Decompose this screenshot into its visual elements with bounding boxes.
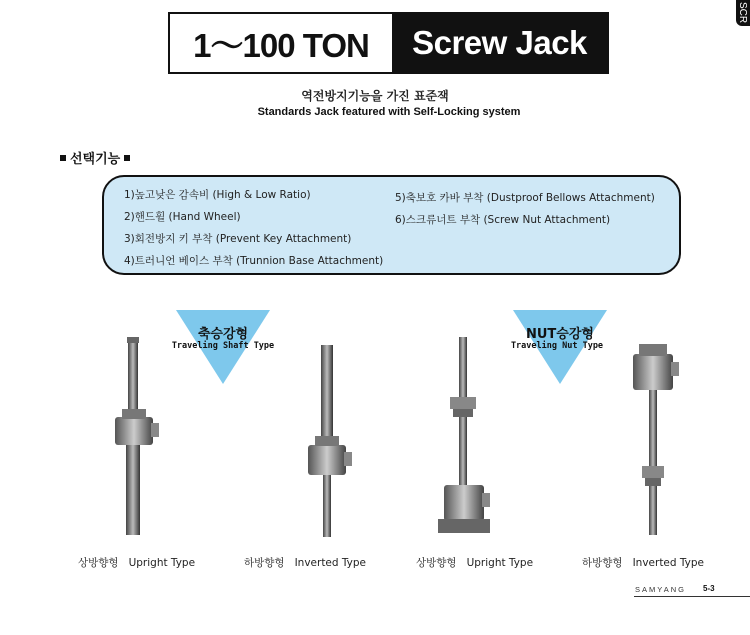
option-item: 5)축보호 카바 부착 (Dustproof Bellows Attachment) bbox=[395, 192, 655, 204]
product-caption bbox=[78, 555, 195, 570]
jack-upright-nut-image bbox=[430, 335, 500, 540]
jack-inverted-nut-image bbox=[625, 338, 690, 538]
section-tab-label: SCR bbox=[737, 2, 748, 24]
product-caption bbox=[582, 555, 704, 570]
jack-inverted-shaft-image bbox=[295, 340, 365, 540]
subtitle-korean: 역전방지기능을 가진 표준잭 bbox=[301, 89, 449, 103]
caption-korean: 상방향형 bbox=[78, 557, 119, 569]
caption-english: Inverted Type bbox=[632, 557, 705, 569]
caption-korean: 하방향형 bbox=[244, 557, 285, 569]
bullet-square-icon bbox=[124, 155, 130, 161]
subtitle-english: Standards Jack featured with Self-Locking system bbox=[257, 106, 521, 118]
option-item: 1)높고낮은 감속비 (High & Low Ratio) bbox=[124, 189, 311, 201]
type-subtitle: Traveling Shaft Type bbox=[171, 341, 275, 351]
type-subtitle: Traveling Nut Type bbox=[510, 341, 604, 351]
options-heading-label: 선택기능 bbox=[70, 152, 121, 167]
options-panel bbox=[102, 175, 681, 275]
page-number: 5-3 bbox=[703, 584, 715, 593]
product-title: Screw Jack bbox=[392, 14, 607, 72]
option-item: 3)회전방지 키 부착 (Prevent Key Attachment) bbox=[124, 233, 352, 245]
type-title: NUT승강형 bbox=[526, 327, 594, 342]
caption-english: Upright Type bbox=[128, 557, 196, 569]
caption-korean: 상방향형 bbox=[416, 557, 457, 569]
type-title: 축승강형 bbox=[197, 327, 249, 342]
section-tab bbox=[736, 0, 750, 26]
jack-upright-shaft-image bbox=[95, 335, 175, 540]
option-item: 6)스크류너트 부착 (Screw Nut Attachment) bbox=[395, 214, 611, 226]
product-caption bbox=[244, 555, 366, 570]
title-banner bbox=[168, 12, 609, 74]
option-item: 2)핸드휠 (Hand Wheel) bbox=[124, 211, 241, 223]
product-caption bbox=[416, 555, 533, 570]
caption-korean: 하방향형 bbox=[582, 557, 623, 569]
capacity-label: 1～100 TON bbox=[193, 26, 369, 64]
caption-english: Inverted Type bbox=[294, 557, 367, 569]
options-heading bbox=[60, 148, 130, 167]
option-item: 4)트러니언 베이스 부착 (Trunnion Base Attachment) bbox=[124, 255, 384, 267]
footer-divider bbox=[634, 596, 750, 597]
caption-english: Upright Type bbox=[466, 557, 534, 569]
bullet-square-icon bbox=[60, 155, 66, 161]
brand-name: SAMYANG bbox=[635, 585, 686, 594]
